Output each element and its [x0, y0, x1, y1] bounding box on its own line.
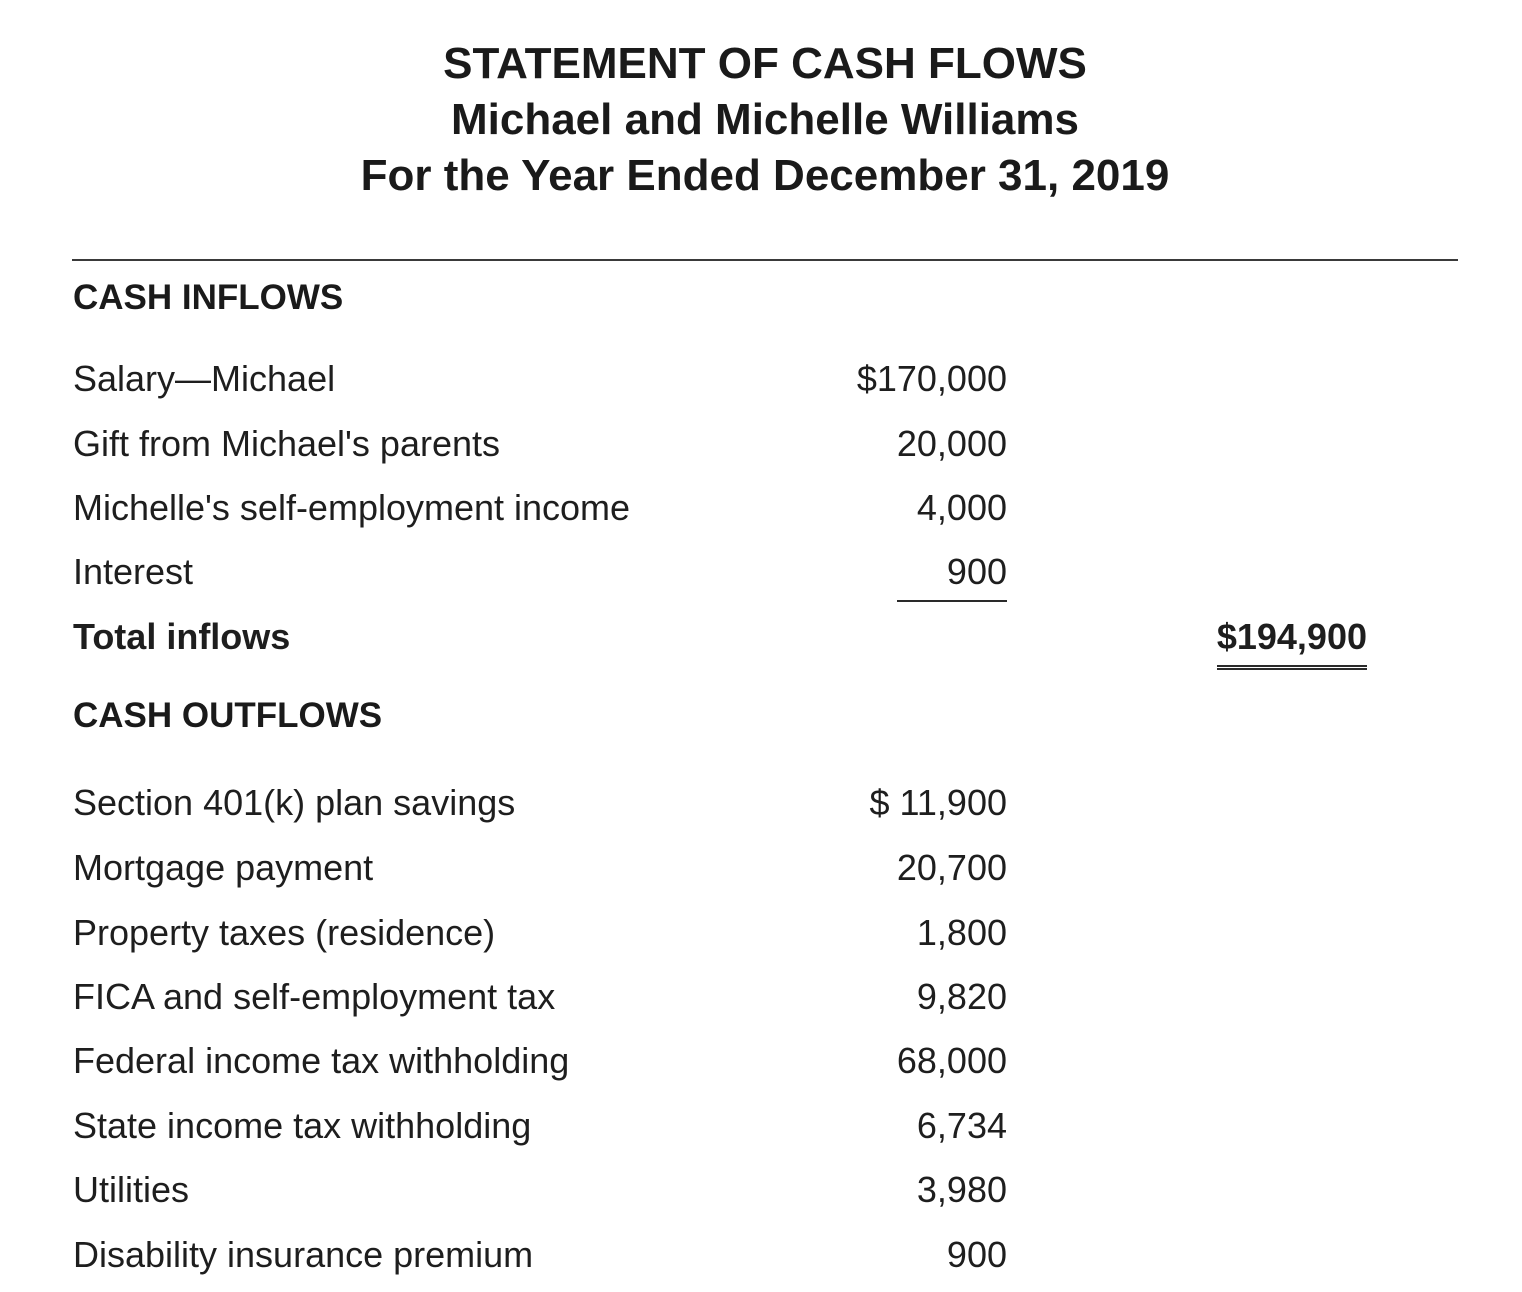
inflow-label: Salary—Michael	[73, 358, 336, 399]
inflow-label: Michelle's self-employment income	[73, 487, 631, 528]
outflow-label: Mortgage payment	[73, 847, 374, 888]
outflow-label: State income tax withholding	[73, 1105, 532, 1146]
outflow-label: Federal income tax withholding	[73, 1040, 570, 1081]
statement-title: STATEMENT OF CASH FLOWS	[443, 39, 1087, 88]
outflow-amount: 3,980	[916, 1169, 1007, 1210]
total-inflows-row	[0, 615, 1522, 659]
outflow-amount: 6,734	[916, 1105, 1007, 1146]
outflow-label: Disability insurance premium	[73, 1234, 534, 1275]
inflow-label: Interest	[73, 551, 194, 592]
total-inflows-amount: $194,900	[1217, 615, 1367, 670]
outflow-amount: $ 11,900	[869, 782, 1007, 823]
outflow-row	[0, 1104, 1522, 1148]
inflow-amount: $170,000	[856, 358, 1007, 399]
inflow-amount: 900	[897, 550, 1007, 602]
inflow-row	[0, 357, 1522, 401]
outflow-row	[0, 781, 1522, 825]
statement-period: For the Year Ended December 31, 2019	[360, 151, 1170, 200]
outflow-row	[0, 846, 1522, 890]
outflow-label: FICA and self-employment tax	[73, 976, 556, 1017]
inflow-row	[0, 422, 1522, 466]
inflow-label: Gift from Michael's parents	[73, 423, 501, 464]
cash-outflows-heading: CASH OUTFLOWS	[73, 696, 383, 735]
inflow-amount: 20,000	[896, 423, 1007, 464]
outflow-row	[0, 911, 1522, 955]
outflow-row	[0, 1233, 1522, 1277]
outflow-amount: 20,700	[896, 847, 1007, 888]
outflow-label: Section 401(k) plan savings	[73, 782, 516, 823]
inflow-row	[0, 550, 1522, 594]
outflow-row	[0, 975, 1522, 1019]
cash-inflows-heading: CASH INFLOWS	[73, 278, 344, 317]
total-inflows-label: Total inflows	[73, 616, 291, 657]
outflow-row	[0, 1039, 1522, 1083]
outflow-label: Property taxes (residence)	[73, 912, 496, 953]
outflow-amount: 9,820	[916, 976, 1007, 1017]
outflow-row	[0, 1168, 1522, 1212]
outflow-amount: 900	[946, 1234, 1007, 1275]
header-divider	[72, 259, 1458, 261]
statement-names: Michael and Michelle Williams	[450, 95, 1079, 144]
outflow-amount: 68,000	[896, 1040, 1007, 1081]
outflow-amount: 1,800	[916, 912, 1007, 953]
statement-header	[0, 36, 1522, 204]
inflow-amount: 4,000	[916, 487, 1007, 528]
inflow-row	[0, 486, 1522, 530]
outflow-label: Utilities	[73, 1169, 190, 1210]
